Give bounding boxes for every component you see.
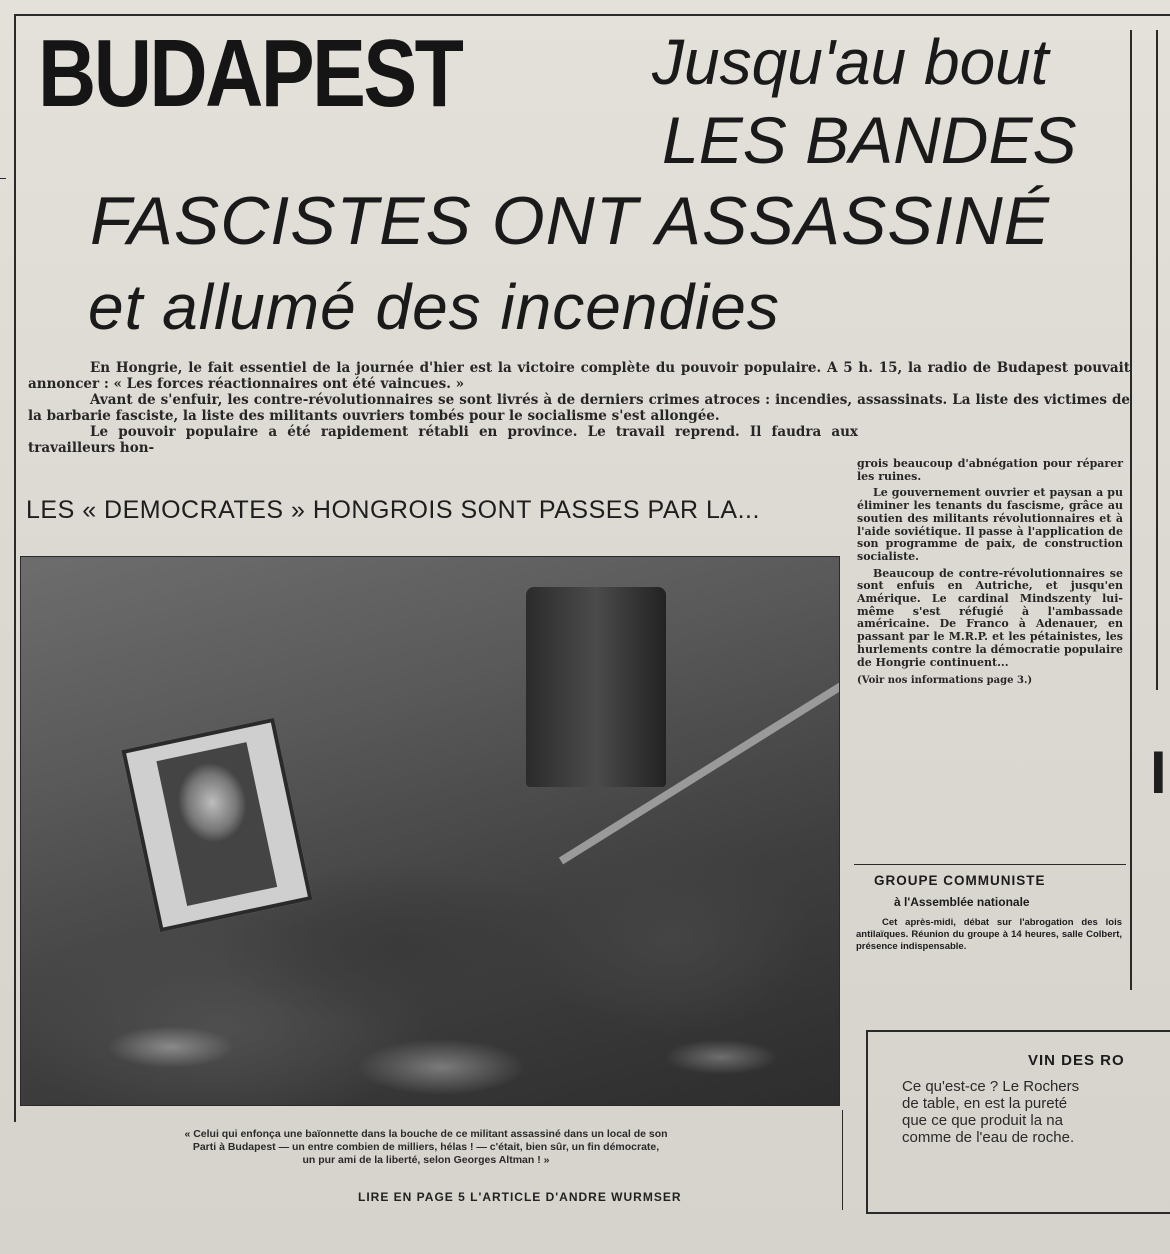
- left-edge-mark: [0, 178, 6, 179]
- headline-budapest: BUDAPEST: [38, 20, 462, 127]
- advert-line: de table, en est la pureté: [902, 1095, 1068, 1112]
- caption-line: Parti à Budapest — un entre combien de milliers, hélas ! — c'était, bien sûr, un fin démocrate,: [192, 1141, 660, 1153]
- lead-paragraph: Le pouvoir populaire a été rapidement rétabli en province. Le travail reprend. Il faudra aux travailleurs hon-: [28, 424, 858, 456]
- headline-line-les-bandes: LES BANDES: [662, 103, 1077, 177]
- lead-paragraph: En Hongrie, le fait essentiel de la journée d'hier est la victoire complète du pouvoir populaire. A 5 h. 15, la radio de Budapest pouvait annoncer : « Les forces réactionnaires ont été vaincues. »: [28, 360, 1130, 392]
- group-notice-subtitle: à l'Assemblée nationale: [894, 895, 1030, 909]
- advert-line: Ce qu'est-ce ? Le Rochers: [902, 1078, 1080, 1095]
- lead-paragraphs: [28, 360, 1130, 456]
- advert-line: comme de l'eau de roche.: [902, 1129, 1075, 1146]
- photo-rubble: [21, 957, 839, 1105]
- advert-title: VIN DES RO: [1028, 1052, 1125, 1069]
- column-paragraph: grois beaucoup d'abnégation pour réparer les ruines.: [857, 457, 1123, 483]
- wine-advert: [866, 1030, 1170, 1214]
- left-frame-rule: [14, 14, 16, 1122]
- news-photo: [20, 556, 840, 1106]
- photo-portrait-frame: [121, 718, 312, 932]
- top-rule: [14, 14, 1170, 16]
- photo-portrait-face: [156, 742, 277, 906]
- column-paragraph: Le gouvernement ouvrier et paysan a pu éliminer les tenants du fascisme, grâce au soutien des militants révolutionnaires et à l'aide soviétique. Il passe à l'application de son programme de paix, de construction socialiste.: [857, 486, 1123, 563]
- group-notice-title: GROUPE COMMUNISTE: [874, 873, 1046, 888]
- photo-bucket: [526, 587, 666, 787]
- article-reference: LIRE EN PAGE 5 L'ARTICLE D'ANDRE WURMSER: [358, 1190, 682, 1204]
- photo-section-heading: LES « DEMOCRATES » HONGROIS SONT PASSES PAR LA...: [26, 496, 760, 524]
- right-column-text: [857, 458, 1123, 692]
- lead-paragraph: Avant de s'enfuir, les contre-révolutionnaires se sont livrés à de derniers crimes atroces : incendies, assassinats. La liste des victimes de la barbarie fasciste, la liste des militants ouvriers tombés pour le socialisme s'est allongée.: [28, 392, 1130, 424]
- headline-line-fascistes: FASCISTES ONT ASSASSINÉ: [90, 183, 1051, 259]
- group-notice: [854, 864, 1126, 995]
- see-page-note: (Voir nos informations page 3.): [857, 675, 1033, 687]
- group-notice-body: Cet après-midi, débat sur l'abrogation des lois antilaïques. Réunion du groupe à 14 heures, salle Colbert, présence indispensable.: [856, 917, 1122, 952]
- caption-line: « Celui qui enfonça une baïonnette dans la bouche de ce militant assassiné dans un local de son: [184, 1128, 668, 1140]
- column-paragraph: Beaucoup de contre-révolutionnaires se sont enfuis en Autriche, et jusqu'en Amérique. Le cardinal Mindszenty lui-même s'est réfugié à l'ambassade américaine. De Franco à Adenauer, en passant par le M.R.P. et les pétainistes, les hurlements contre la démocratie populaire de Hongrie continuent...: [857, 566, 1123, 669]
- headline-line-incendies: et allumé des incendies: [88, 271, 780, 343]
- cropped-edge-letter: I: [1150, 739, 1167, 806]
- advert-line: que ce que produit la na: [902, 1112, 1063, 1129]
- column-divider: [842, 1110, 843, 1210]
- advert-body: [902, 1078, 1166, 1146]
- right-column-rule: [1130, 30, 1132, 990]
- photo-caption: [16, 1128, 836, 1167]
- headline-line-jusquau-bout: Jusqu'au bout: [652, 26, 1049, 98]
- caption-line: un pur ami de la liberté, selon Georges Altman ! »: [302, 1154, 550, 1166]
- right-edge-rule: [1156, 30, 1158, 690]
